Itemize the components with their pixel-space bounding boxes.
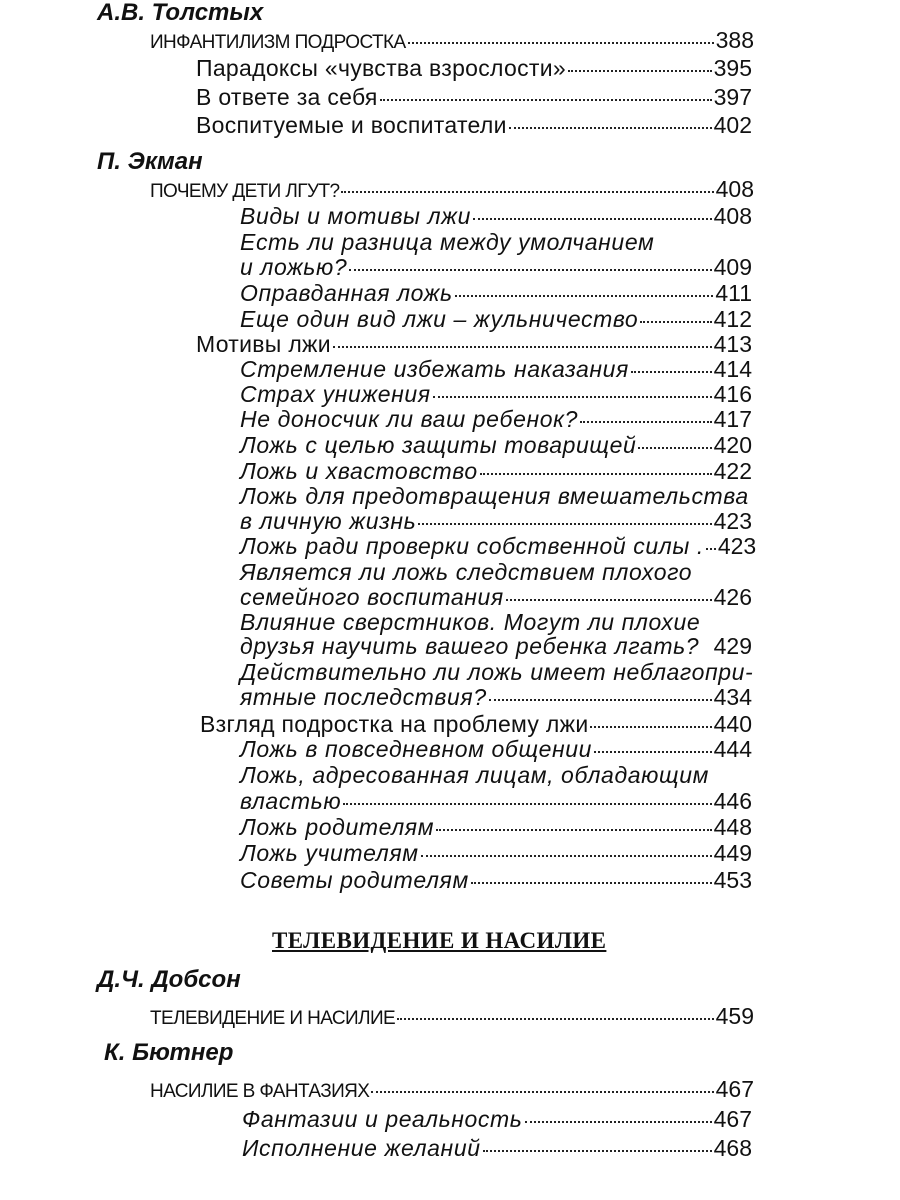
toc-entry[interactable] xyxy=(240,356,752,382)
dot-leader xyxy=(471,882,712,884)
toc-entry-page: 467 xyxy=(715,1076,754,1102)
dot-leader xyxy=(525,1121,712,1123)
toc-entry-page: 423 xyxy=(713,508,752,534)
toc-entry[interactable] xyxy=(196,331,752,357)
toc-entry-title: Стремление избежать наказания xyxy=(240,356,629,382)
toc-entry-page: 423 xyxy=(717,533,757,559)
toc-entry-page: 408 xyxy=(713,203,752,229)
toc-entry[interactable] xyxy=(240,306,752,332)
toc-entry[interactable] xyxy=(240,684,752,710)
toc-entry[interactable] xyxy=(240,814,752,840)
toc-entry[interactable] xyxy=(240,381,752,407)
toc-entry-title: Советы родителям xyxy=(240,867,469,893)
dot-leader xyxy=(590,726,711,728)
toc-entry-page: 459 xyxy=(715,1003,754,1029)
toc-entry-title: ятные последствия? xyxy=(240,684,487,710)
dot-leader xyxy=(483,1150,712,1152)
toc-entry-title: Ложь родителям xyxy=(240,814,435,840)
dot-leader xyxy=(489,699,712,701)
toc-entry-page: 411 xyxy=(715,280,752,306)
toc-entry-title: Исполнение желаний xyxy=(242,1135,481,1161)
toc-entry[interactable] xyxy=(240,406,752,432)
toc-entry-title: Ложь в повседневном общении xyxy=(240,736,593,762)
toc-entry-page: 412 xyxy=(713,306,752,332)
toc-entry-title: Ложь ради проверки собственной силы . xyxy=(240,533,704,559)
dot-leader xyxy=(640,321,711,323)
toc-entry-title-line1: Является ли ложь следствием плохого xyxy=(240,559,693,585)
toc-entry[interactable] xyxy=(196,112,752,138)
toc-entry-title-line1: Ложь, адресованная лицам, обладающим xyxy=(240,762,709,788)
toc-entry[interactable] xyxy=(240,633,752,659)
author-heading: П. Экман xyxy=(97,148,203,175)
toc-entry-page: 468 xyxy=(713,1135,752,1161)
dot-leader xyxy=(343,803,711,805)
author-heading: А.В. Толстых xyxy=(97,0,264,26)
toc-entry-title: властью xyxy=(240,788,342,814)
toc-entry-title: НАСИЛИЕ В ФАНТАЗИЯХ xyxy=(150,1081,370,1102)
toc-entry-title: Парадоксы «чувства взрослости» xyxy=(196,55,567,81)
dot-leader xyxy=(436,829,712,831)
toc-entry[interactable] xyxy=(242,1135,752,1161)
toc-entry-page: 426 xyxy=(713,584,752,610)
toc-entry-title: Ложь и хвастовство xyxy=(240,458,478,484)
toc-entry-title: Мотивы лжи xyxy=(196,331,331,357)
toc-entry-title: Фантазии и реальность xyxy=(242,1106,523,1132)
toc-entry-title: Взгляд подростка на проблему лжи xyxy=(200,711,589,737)
dot-leader xyxy=(371,1091,713,1093)
dot-leader xyxy=(473,218,712,220)
toc-entry[interactable] xyxy=(200,711,752,737)
toc-entry-title: Страх унижения xyxy=(240,381,431,407)
toc-entry[interactable] xyxy=(240,788,752,814)
dot-leader xyxy=(631,371,712,373)
toc-entry-page: 413 xyxy=(713,331,752,357)
toc-entry[interactable] xyxy=(240,458,752,484)
dot-leader xyxy=(638,447,711,449)
toc-entry-page: 446 xyxy=(713,788,752,814)
toc-entry-page: 420 xyxy=(713,432,752,458)
toc-entry-title-line1: Влияние сверстников. Могут ли плохие xyxy=(240,609,701,635)
toc-entry[interactable] xyxy=(196,84,752,110)
toc-entry-page: 397 xyxy=(713,84,752,110)
dot-leader xyxy=(397,1018,714,1020)
dot-leader xyxy=(380,99,712,101)
dot-leader xyxy=(418,523,711,525)
dot-leader xyxy=(349,269,711,271)
toc-entry[interactable] xyxy=(240,867,752,893)
toc-entry[interactable] xyxy=(242,1106,752,1132)
dot-leader xyxy=(568,70,712,72)
toc-entry-title: ПОЧЕМУ ДЕТИ ЛГУТ? xyxy=(150,181,340,202)
dot-leader xyxy=(506,599,712,601)
toc-entry-title: Воспитуемые и воспитатели xyxy=(196,112,507,138)
dot-leader xyxy=(333,346,712,348)
toc-entry-title: Ложь с целью защиты товарищей xyxy=(240,432,637,458)
toc-entry-title: ИНФАНТИЛИЗМ ПОДРОСТКА xyxy=(150,32,406,53)
toc-entry[interactable] xyxy=(240,584,752,610)
section-title: ТЕЛЕВИДЕНИЕ И НАСИЛИЕ xyxy=(272,928,607,953)
toc-entry-page: 414 xyxy=(713,356,752,382)
toc-entry[interactable] xyxy=(240,840,752,866)
dot-leader xyxy=(480,473,712,475)
toc-entry[interactable] xyxy=(150,27,754,56)
dot-leader xyxy=(408,42,714,44)
toc-entry-page: 422 xyxy=(713,458,752,484)
toc-entry-page: 444 xyxy=(713,736,752,762)
toc-entry-title: в личную жизнь xyxy=(240,508,417,534)
author-heading: Д.Ч. Добсон xyxy=(97,966,241,993)
toc-entry-title: и ложью? xyxy=(240,254,348,280)
dot-leader xyxy=(594,751,712,753)
toc-entry-title-line1: Ложь для предотвращения вмешательства xyxy=(240,483,749,509)
toc-entry-title: ТЕЛЕВИДЕНИЕ И НАСИЛИЕ xyxy=(150,1008,396,1029)
toc-entry[interactable] xyxy=(150,1003,754,1032)
dot-leader xyxy=(509,127,712,129)
toc-entry-title: В ответе за себя xyxy=(196,84,378,110)
toc-entry-title: Не доносчик ли ваш ребенок? xyxy=(240,406,578,432)
toc-entry-page: 409 xyxy=(713,254,752,280)
dot-leader xyxy=(706,548,716,550)
toc-entry[interactable] xyxy=(240,280,752,306)
toc-entry[interactable] xyxy=(150,176,754,205)
toc-entry-page: 434 xyxy=(713,684,752,710)
dot-leader xyxy=(580,421,712,423)
toc-entry-page: 440 xyxy=(713,711,752,737)
toc-entry-page: 417 xyxy=(713,406,752,432)
dot-leader xyxy=(455,295,714,297)
toc-entry-title-line1: Действительно ли ложь имеет неблагопри- xyxy=(240,659,754,685)
dot-leader xyxy=(341,191,713,193)
toc-entry-page: 467 xyxy=(713,1106,752,1132)
toc-entry[interactable] xyxy=(240,736,752,762)
toc-entry-page: 416 xyxy=(713,381,752,407)
toc-entry-title: Виды и мотивы лжи xyxy=(240,203,471,229)
toc-entry-page: 453 xyxy=(713,867,752,893)
dot-leader xyxy=(421,855,712,857)
toc-entry-page: 448 xyxy=(713,814,752,840)
toc-entry-title: Оправданная ложь xyxy=(240,280,453,306)
toc-entry-page: 429 xyxy=(713,633,752,659)
toc-entry[interactable] xyxy=(240,432,752,458)
toc-entry-title-line1: Есть ли разница между умолчанием xyxy=(240,229,655,255)
toc-entry[interactable] xyxy=(240,533,757,559)
dot-leader xyxy=(433,396,712,398)
toc-entry-title: семейного воспитания xyxy=(240,584,504,610)
toc-entry[interactable] xyxy=(240,203,752,229)
toc-entry-title: Ложь учителям xyxy=(240,840,419,866)
author-heading: К. Бютнер xyxy=(104,1039,234,1066)
toc-entry[interactable] xyxy=(240,508,752,534)
toc-entry-page: 402 xyxy=(713,112,752,138)
toc-entry-title: друзья научить вашего ребенка лгать? xyxy=(240,633,700,659)
toc-entry-page: 408 xyxy=(715,176,754,202)
toc-entry[interactable] xyxy=(196,55,752,81)
toc-entry-page: 449 xyxy=(713,840,752,866)
toc-entry-page: 395 xyxy=(713,55,752,81)
toc-entry-title: Еще один вид лжи – жульничество xyxy=(240,306,639,332)
toc-entry-page: 388 xyxy=(715,27,754,53)
toc-entry[interactable] xyxy=(240,254,752,280)
toc-entry[interactable] xyxy=(150,1076,754,1105)
